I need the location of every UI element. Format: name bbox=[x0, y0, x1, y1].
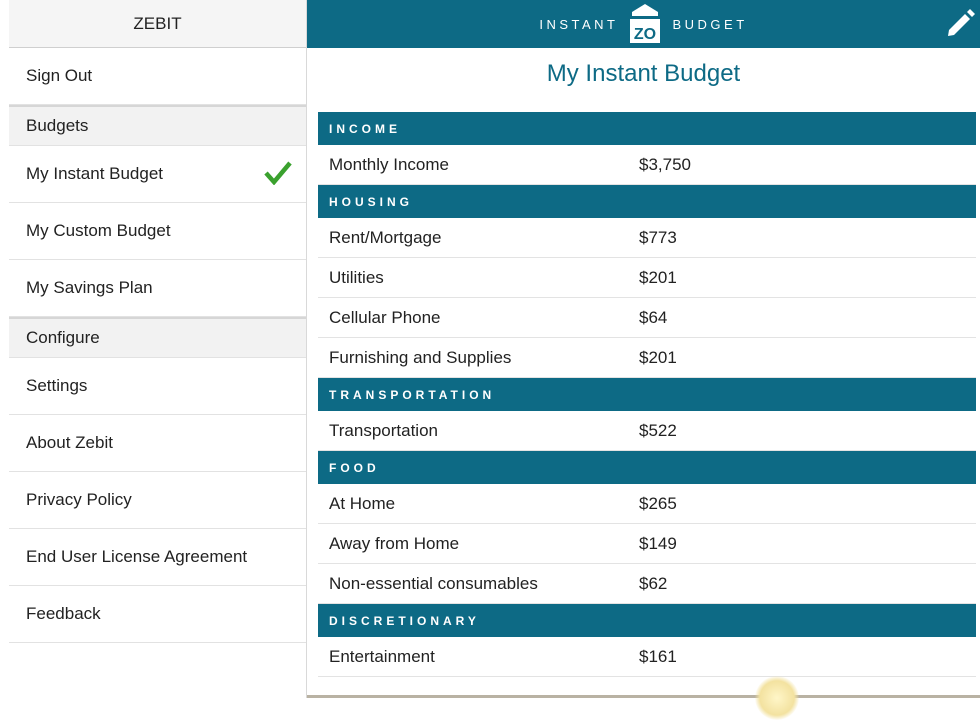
budget-row[interactable] bbox=[318, 218, 976, 258]
budget-item-label: Monthly Income bbox=[329, 154, 449, 174]
budget-item-label: Cellular Phone bbox=[329, 307, 441, 327]
budget-item-amount: $64 bbox=[639, 307, 668, 327]
budget-row[interactable] bbox=[318, 637, 976, 677]
budget-item-label: Utilities bbox=[329, 267, 384, 287]
sidebar-item[interactable] bbox=[9, 146, 306, 203]
category-header: DISCRETIONARY bbox=[318, 604, 976, 637]
brand-left-text: INSTANT bbox=[539, 16, 619, 32]
budget-item-amount: $265 bbox=[639, 493, 677, 513]
budget-row[interactable] bbox=[318, 298, 976, 338]
top-bar bbox=[307, 0, 980, 48]
budget-item-amount: $522 bbox=[639, 420, 677, 440]
budget-item-label: Entertainment bbox=[329, 646, 435, 666]
brand bbox=[539, 3, 747, 45]
sidebar-item-label: Budgets bbox=[26, 116, 89, 135]
checkmark-icon bbox=[264, 161, 292, 185]
budget-row[interactable] bbox=[318, 145, 976, 185]
sidebar-item[interactable] bbox=[9, 203, 306, 260]
budget-item-label: Transportation bbox=[329, 420, 438, 440]
category-header: HOUSING bbox=[318, 185, 976, 218]
sidebar-item-label: Privacy Policy bbox=[26, 490, 132, 509]
category-header: FOOD bbox=[318, 451, 976, 484]
budget-item-amount: $62 bbox=[639, 573, 668, 593]
budget-item-amount: $201 bbox=[639, 267, 677, 287]
sidebar-item[interactable] bbox=[9, 358, 306, 415]
sidebar-item[interactable] bbox=[9, 472, 306, 529]
budget-item-label: Rent/Mortgage bbox=[329, 227, 442, 247]
budget-row[interactable] bbox=[318, 411, 976, 451]
sidebar-item[interactable] bbox=[9, 260, 306, 317]
budget-item-label: At Home bbox=[329, 493, 396, 513]
sidebar-item[interactable] bbox=[9, 48, 306, 105]
sidebar-section-header bbox=[9, 105, 306, 146]
sidebar-item[interactable] bbox=[9, 586, 306, 643]
sidebar-item-label: About Zebit bbox=[26, 433, 113, 452]
budget-row[interactable] bbox=[318, 564, 976, 604]
sidebar-item-label: Settings bbox=[26, 376, 88, 395]
budget-item-label: Away from Home bbox=[329, 533, 460, 553]
pencil-icon[interactable] bbox=[943, 6, 977, 40]
sidebar-item[interactable] bbox=[9, 529, 306, 586]
sidebar-item-label: My Custom Budget bbox=[26, 221, 171, 240]
budget-item-amount: $773 bbox=[639, 227, 677, 247]
zebit-logo-icon bbox=[628, 3, 662, 45]
budget-item-amount: $149 bbox=[639, 533, 677, 553]
budget-item-amount: $3,750 bbox=[639, 154, 691, 174]
logo-text: ZO bbox=[634, 26, 657, 43]
budget-row[interactable] bbox=[318, 484, 976, 524]
page-title: My Instant Budget bbox=[546, 60, 741, 87]
sidebar-item-label: My Savings Plan bbox=[26, 278, 153, 297]
budget-row[interactable] bbox=[318, 338, 976, 378]
budget-table bbox=[318, 112, 976, 677]
sidebar-item-label: My Instant Budget bbox=[26, 164, 164, 183]
brand-right-text: BUDGET bbox=[672, 16, 748, 32]
budget-item-label: Furnishing and Supplies bbox=[329, 347, 512, 367]
sidebar-item-label: Configure bbox=[26, 328, 100, 347]
sidebar-menu bbox=[9, 48, 306, 643]
touch-indicator bbox=[755, 676, 799, 720]
category-header: INCOME bbox=[318, 112, 976, 145]
category-header: TRANSPORTATION bbox=[318, 378, 976, 411]
sidebar-item-label: End User License Agreement bbox=[26, 547, 248, 566]
sidebar-title: ZEBIT bbox=[9, 0, 306, 48]
sidebar-section-header bbox=[9, 317, 306, 358]
sidebar-item-label: Sign Out bbox=[26, 66, 93, 85]
budget-item-amount: $201 bbox=[639, 347, 677, 367]
budget-row[interactable] bbox=[318, 524, 976, 564]
budget-item-label: Non-essential consumables bbox=[329, 573, 538, 593]
sidebar-item[interactable] bbox=[9, 415, 306, 472]
budget-row[interactable] bbox=[318, 258, 976, 298]
sidebar-item-label: Feedback bbox=[26, 604, 101, 623]
budget-item-amount: $161 bbox=[639, 646, 677, 666]
sidebar bbox=[9, 0, 307, 698]
main-panel bbox=[307, 0, 980, 698]
